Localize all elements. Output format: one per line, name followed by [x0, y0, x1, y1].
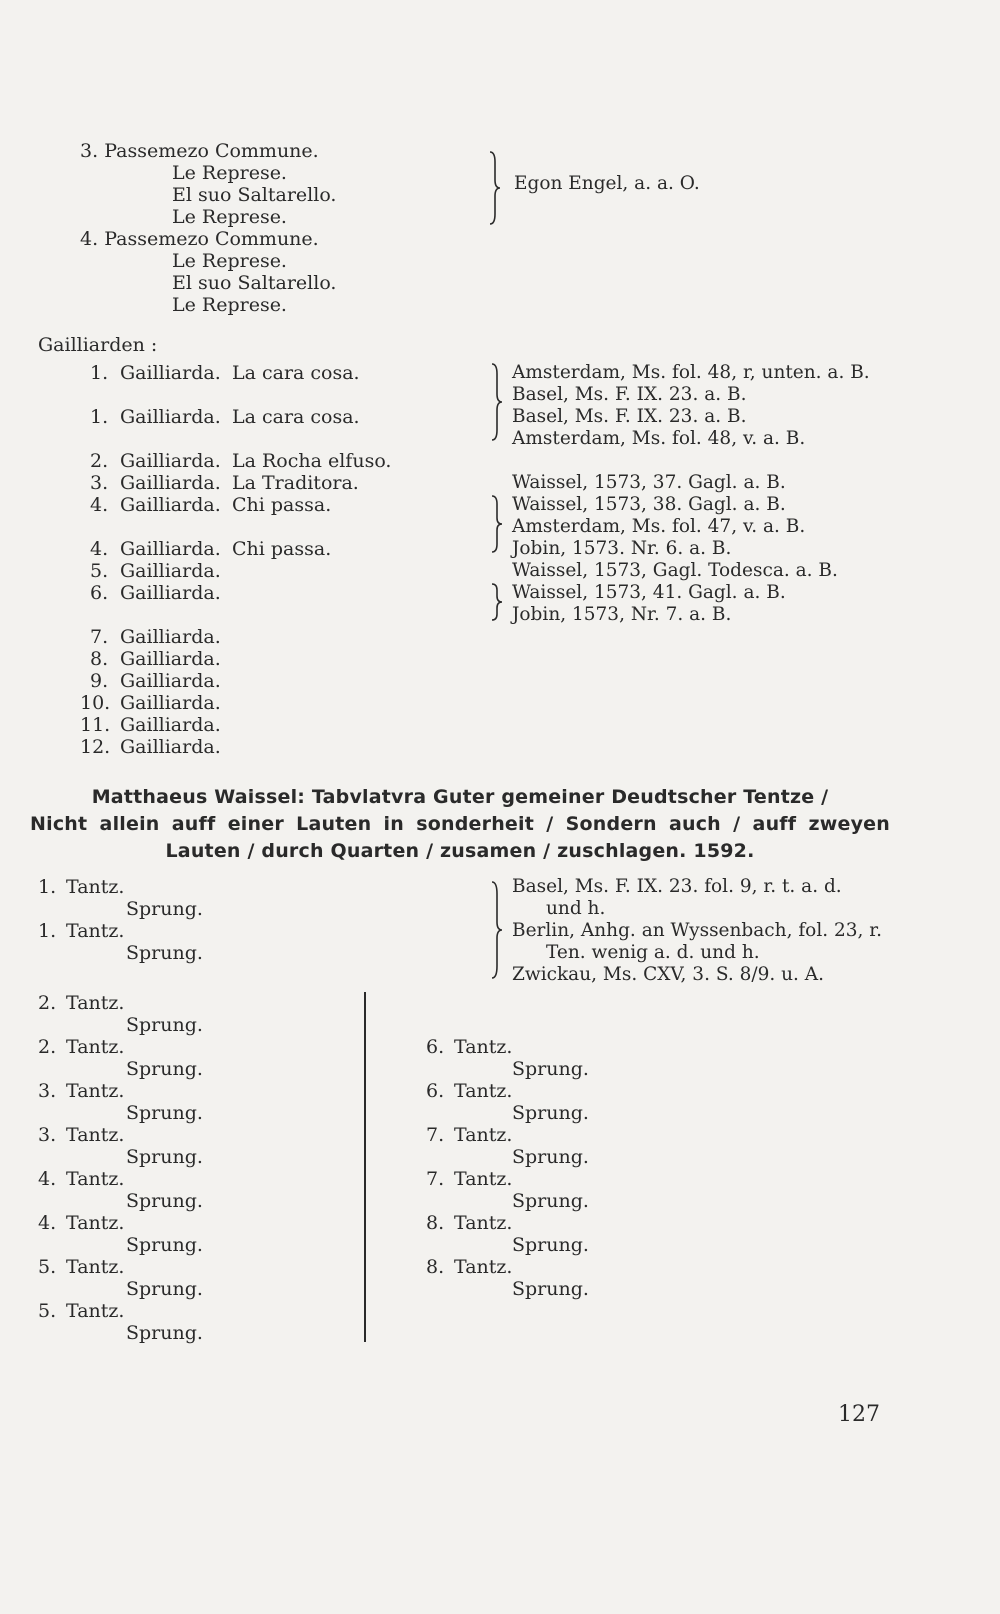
gailliarda-item: 5. Gailliarda.: [90, 560, 221, 582]
tantz-item: 6. Tantz.: [426, 1080, 513, 1102]
sprung-item: Sprung.: [512, 1278, 589, 1300]
gailliarda-item: 10. Gailliarda.: [80, 692, 221, 714]
sprung-item: Sprung.: [126, 898, 203, 920]
passemezo-line: El suo Saltarello.: [172, 272, 337, 294]
heading-line-1: Matthaeus Waissel: Tabvlatvra Guter gemeiner Deudtscher Tentze /: [91, 786, 829, 808]
brace-passemezo: [488, 150, 502, 226]
passemezo-line: Le Represe.: [172, 250, 287, 272]
passemezo-source: Egon Engel, a. a. O.: [514, 173, 700, 194]
gailliarda-item: 12. Gailliarda.: [80, 736, 221, 758]
waissel-heading: [30, 784, 890, 865]
passemezo-line: Le Represe.: [172, 294, 287, 316]
page-number: 127: [838, 1402, 880, 1427]
tantz-item: 3. Tantz.: [38, 1080, 125, 1102]
tantz-item: 7. Tantz.: [426, 1168, 513, 1190]
brace-gailliarda-6: [490, 582, 504, 622]
sprung-item: Sprung.: [126, 1234, 203, 1256]
tantz-item: 5. Tantz.: [38, 1300, 125, 1322]
tantz-item: 4. Tantz.: [38, 1212, 125, 1234]
brace-tantz: [490, 880, 504, 980]
brace-gailliarda-1: [490, 362, 504, 442]
sprung-item: Sprung.: [512, 1190, 589, 1212]
gailliarda-source: Waissel, 1573, 41. Gagl. a. B.: [512, 582, 786, 603]
gailliarden-title: Gailliarden :: [38, 334, 158, 356]
gailliarda-source: Amsterdam, Ms. fol. 47, v. a. B.: [512, 516, 806, 537]
tantz-item: 6. Tantz.: [426, 1036, 513, 1058]
sprung-item: Sprung.: [126, 1146, 203, 1168]
gailliarda-item: 8. Gailliarda.: [90, 648, 221, 670]
sprung-item: Sprung.: [126, 1278, 203, 1300]
gailliarda-source: Basel, Ms. F. IX. 23. a. B.: [512, 384, 747, 405]
gailliarda-source: Jobin, 1573, Nr. 7. a. B.: [512, 604, 732, 625]
sprung-item: Sprung.: [512, 1102, 589, 1124]
heading-line-2: Nicht allein auff einer Lauten in sonderheit / Sondern auch / auff zweyen: [30, 813, 890, 835]
gailliarda-item: 1. Gailliarda. La cara cosa.: [90, 362, 360, 384]
tantz-source: Zwickau, Ms. CXV, 3. S. 8/9. u. A.: [512, 964, 825, 985]
passemezo-line: El suo Saltarello.: [172, 184, 337, 206]
gailliarda-item: 11. Gailliarda.: [80, 714, 221, 736]
tantz-source: Ten. wenig a. d. und h.: [546, 942, 760, 963]
tantz-item: 1. Tantz.: [38, 920, 125, 942]
sprung-item: Sprung.: [126, 1102, 203, 1124]
gailliarda-item: 3. Gailliarda. La Traditora.: [90, 472, 359, 494]
gailliarda-source: Waissel, 1573, 38. Gagl. a. B.: [512, 494, 786, 515]
tantz-source: und h.: [546, 898, 606, 919]
passemezo-4: 4. Passemezo Commune.: [80, 228, 319, 250]
tantz-item: 2. Tantz.: [38, 1036, 125, 1058]
column-divider: [364, 992, 366, 1342]
gailliarda-item: 9. Gailliarda.: [90, 670, 221, 692]
gailliarda-source: Jobin, 1573. Nr. 6. a. B.: [512, 538, 732, 559]
tantz-item: 8. Tantz.: [426, 1212, 513, 1234]
sprung-item: Sprung.: [126, 1190, 203, 1212]
tantz-item: 1. Tantz.: [38, 876, 125, 898]
tantz-item: 5. Tantz.: [38, 1256, 125, 1278]
gailliarda-source: Waissel, 1573, 37. Gagl. a. B.: [512, 472, 786, 493]
tantz-item: 8. Tantz.: [426, 1256, 513, 1278]
sprung-item: Sprung.: [126, 942, 203, 964]
gailliarda-item: 1. Gailliarda. La cara cosa.: [90, 406, 360, 428]
tantz-item: 2. Tantz.: [38, 992, 125, 1014]
gailliarda-item: 6. Gailliarda.: [90, 582, 221, 604]
sprung-item: Sprung.: [512, 1234, 589, 1256]
passemezo-3: 3. Passemezo Commune.: [80, 140, 319, 162]
sprung-item: Sprung.: [126, 1058, 203, 1080]
tantz-source: Basel, Ms. F. IX. 23. fol. 9, r. t. a. d.: [512, 876, 842, 897]
gailliarda-source: Waissel, 1573, Gagl. Todesca. a. B.: [512, 560, 838, 581]
sprung-item: Sprung.: [512, 1146, 589, 1168]
tantz-item: 7. Tantz.: [426, 1124, 513, 1146]
gailliarda-source: Amsterdam, Ms. fol. 48, r, unten. a. B.: [512, 362, 870, 383]
passemezo-line: Le Represe.: [172, 206, 287, 228]
heading-line-3: Lauten / durch Quarten / zusamen / zuschlagen. 1592.: [165, 840, 755, 862]
gailliarda-item: 7. Gailliarda.: [90, 626, 221, 648]
sprung-item: Sprung.: [126, 1014, 203, 1036]
tantz-item: 3. Tantz.: [38, 1124, 125, 1146]
gailliarda-item: 4. Gailliarda. Chi passa.: [90, 538, 332, 560]
gailliarda-item: 4. Gailliarda. Chi passa.: [90, 494, 332, 516]
sprung-item: Sprung.: [126, 1322, 203, 1344]
gailliarda-item: 2. Gailliarda. La Rocha elfuso.: [90, 450, 392, 472]
sprung-item: Sprung.: [512, 1058, 589, 1080]
tantz-item: 4. Tantz.: [38, 1168, 125, 1190]
gailliarda-source: Amsterdam, Ms. fol. 48, v. a. B.: [512, 428, 806, 449]
gailliarda-source: Basel, Ms. F. IX. 23. a. B.: [512, 406, 747, 427]
tantz-source: Berlin, Anhg. an Wyssenbach, fol. 23, r.: [512, 920, 882, 941]
passemezo-line: Le Represe.: [172, 162, 287, 184]
brace-gailliarda-4: [490, 494, 504, 554]
